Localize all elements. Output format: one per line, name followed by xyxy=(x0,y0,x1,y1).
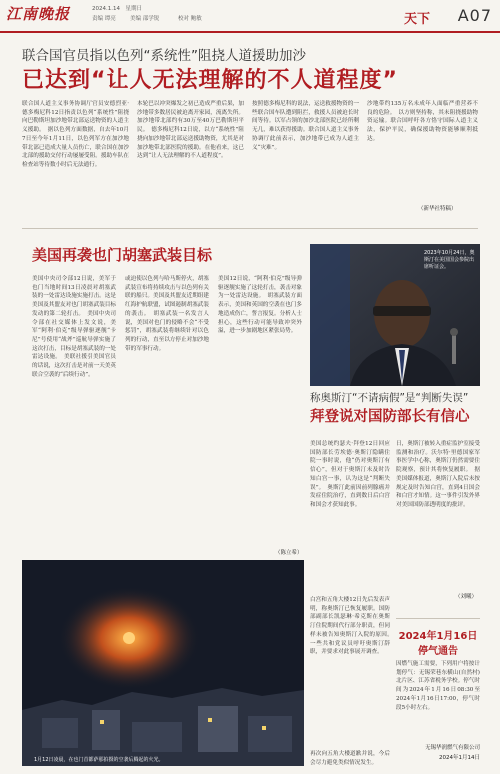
story3-column-1: 美国总统约瑟夫·拜登12日回应国防部长劳埃德·奥斯汀隐瞒住院一事时说，他“仍对奥斯汀有信心”，但对于奥斯汀未及时告知白宫一事，认为这是“判断失误”。 奥斯汀此前因前列腺癌并发症住院治疗，直到数日后白宫和国会才获知此事。 xyxy=(310,441,390,508)
story2-column-3: 美国12日说，“阿利·伯克”级导弹驱逐舰实施了这轮打击，袭击对象为一处雷达设施。 胡塞武装方面表示，美国和英国的空袭在也门多地造成伤亡，誓言报复。分析人士担心，这些行动可能导致冲突外溢，进一步加剧地区紧张局势。 xyxy=(218,276,302,335)
newspaper-logo: 江南晚报 xyxy=(6,5,71,23)
section-tag: 天下 xyxy=(403,12,430,27)
story3-column-2: 日，奥斯汀被转入重症监护室接受监测和治疗。沃尔特·里德国家军事医学中心称，奥斯汀仍然需要住院观察，预计其将恢复履职。 据美国媒体报道，奥斯汀入院后未按规定及时告知白宫，直到4日国会和白宫才知情。这一事件引发外界对美国国防部透明度的批评。 xyxy=(396,441,480,508)
story1-headline: 已达到“让人无法理解的不人道程度” xyxy=(22,68,398,93)
story1-column-3: 按照德多梅尼科的说法，运送救援物资的一些联合国车队遭到阻拦，救援人员被迫长时间等待。以军占领的加沙北部医院已经所剩无几，难以获得援助。联合国人道主义事务协调厅此前表示，加沙地带已成为人道主义“灾难”。 xyxy=(252,101,359,151)
notice-title: 2024年1月16日 xyxy=(398,631,478,642)
story1-column-2: 本轮巴以冲突爆发之初已造成严重后果，加沙地带多数居民被迫离开家园，流离失所。加沙地带北部约有30万至40万巴勒斯坦平民。 德多梅尼科12日说，以方“系统性”阻挠向加沙地带北部运送援助物资，尤其是对加沙地带北部医院的援助。在他看来，这已达到“让人无法理解的不人道程度”。 xyxy=(137,101,244,160)
story2-byline: （陈立希） xyxy=(275,550,303,556)
notice-subtitle: 停气通告 xyxy=(418,646,458,657)
portrait-photo xyxy=(310,244,480,386)
story3-column-3: 白宫和五角大楼12日先后发表声明，称奥斯汀已恢复履职。国防部副部长凯瑟琳·希克斯在奥斯汀住院期间代行部分职责，但同样未被告知奥斯汀入院的原因。 一些共和党议员呼吁奥斯汀辞职，并要求对此事展开调查。 xyxy=(310,597,396,656)
story1-column-1: 联合国人道主义事务协调厅官员安德烈亚·德多梅尼科12日指责以色列“系统性”阻挠向巴勒斯坦加沙地带北部运送物资的人道主义援助。 据以色列方面数据，自去年10月7日至今年1月11日，以色列军方在加沙地带北部已造成大量人员伤亡，联合国在加沙北部的援助交付行动屡屡受阻。援助车队在检查站等待数小时后无法通行。 xyxy=(22,101,129,168)
page-number: A07 xyxy=(457,6,492,25)
issue-date: 2024.1.14 星期日 xyxy=(92,6,142,12)
story1-kicker: 联合国官员指以色列“系统性”阻挠人道援助加沙 xyxy=(22,48,306,64)
night-photo-caption: 1月12日凌晨，在也门首都萨那拍摄的空袭后腾起的火光。 xyxy=(34,757,164,763)
notice-box xyxy=(396,618,480,769)
notice-date: 2024年1月14日 xyxy=(439,755,480,761)
night-strike-image xyxy=(22,560,304,766)
story2-headline: 美国再袭也门胡塞武装目标 xyxy=(32,246,213,264)
night-strike-photo xyxy=(22,560,304,766)
designer-credit: 美编 邵学锐 xyxy=(130,16,160,22)
story1-column-4: 沙地带约135万名未成年人面临严重营养不良的危险。 以方则坚持称，其未阻挠援助物资运输。联合国呼吁各方恪守国际人道主义法，保护平民，确保援助物资能够顺利抵达。 xyxy=(367,101,478,142)
notice-body: 因燃气施工需要，下列用户将按计划停气：无锡荣巷东横山(自然村)北片区、江苏省税务学校。停气时间为2024年1月16日08:30至2024年1月16日17:00，停气时段5小时左右。 xyxy=(396,661,480,711)
story3-byline: （刘曦） xyxy=(455,594,478,600)
story1-byline: （新华社特稿） xyxy=(418,206,457,212)
story2-column-2: 或迫使以色列与哈马斯停火，胡塞武装宣布将持续攻击与以色列有关联的船只。美国及其盟友近期组建红海护航联盟，试图遏制胡塞武装的袭击。 胡塞武装一名发言人说，美国对也门的侵略不会“不受惩罚”，胡塞武装将继续针对以色列的行动，直至以方停止对加沙地带的军事行动。 xyxy=(125,276,209,352)
proofreader-credit: 校对 鲍敏 xyxy=(178,16,202,22)
story3-headline: 拜登说对国防部长有信心 xyxy=(310,409,470,425)
story2-column-1: 美国中央司令部12日说，美军于也门当地时间13日凌晨对胡塞武装的一处雷达设施实施打击。这是美国及其盟友对也门胡塞武装目标发动的第二轮打击。 美国中央司令部在社交媒体上发文说，美军“阿利·伯克”级导弹驱逐舰“卡尼”号使用“战斧”巡航导弹实施了这次打击，目标是胡塞武装的一处雷达设施。 美联社援引美国官员的话说，这次打击是对前一天美英联合空袭的“后续行动”。 xyxy=(32,276,116,378)
notice-signer: 无锡华润燃气有限公司 xyxy=(424,745,480,751)
masthead xyxy=(0,0,500,30)
section-divider xyxy=(22,228,478,229)
portrait-caption: 2023年10月24日，奥斯汀在美国国会参院出席听证会。 xyxy=(424,250,475,270)
story3-column-4: 再次向五角大楼道歉并说，今后会尽力避免类似情况发生。 xyxy=(310,751,390,766)
masthead-rule xyxy=(0,31,500,33)
story3-kicker: 称奥斯汀“不请病假”是“判断失误” xyxy=(310,392,469,404)
editor-credit: 责编 谭亮 xyxy=(92,16,116,22)
